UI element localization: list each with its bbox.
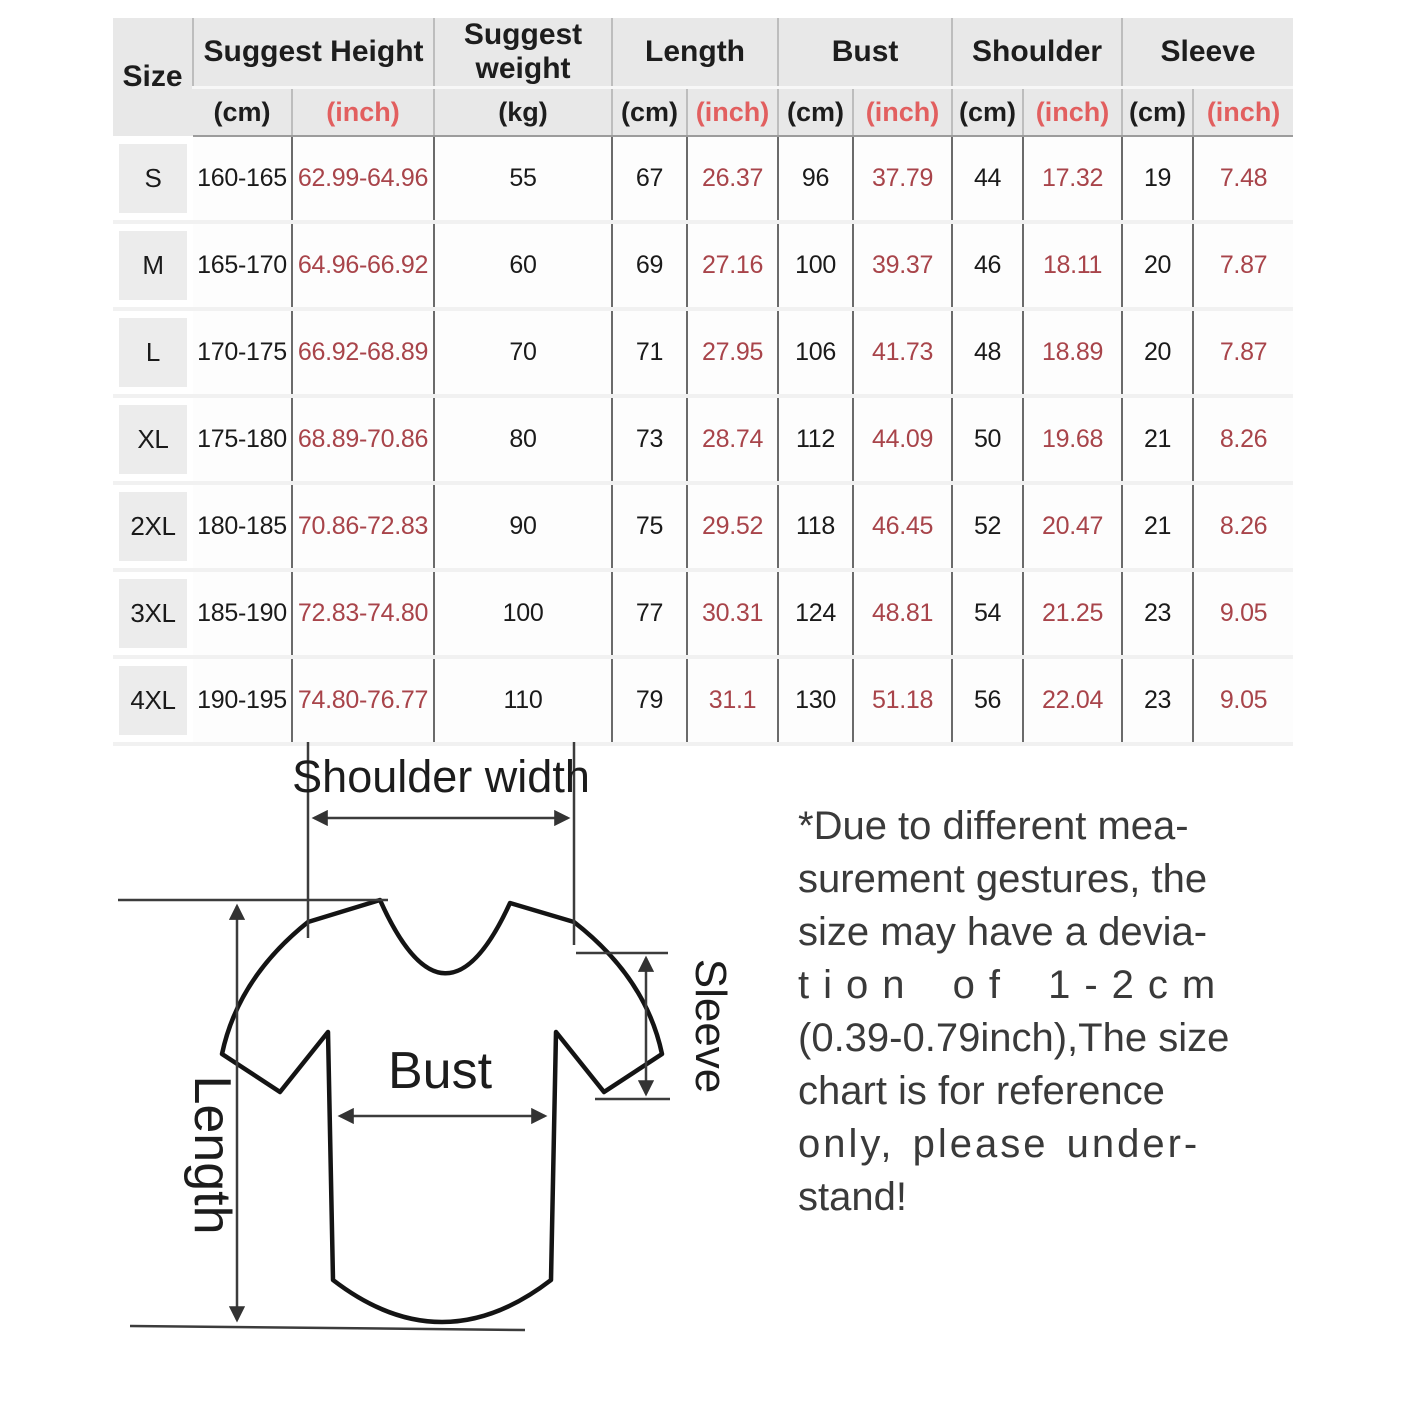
bust-cm-cell: 130 xyxy=(778,657,853,744)
height-inch-cell: 74.80-76.77 xyxy=(292,657,434,744)
unit-weight-kg: (kg) xyxy=(434,88,612,137)
col-size: Size xyxy=(113,18,193,136)
bust-inch-cell: 44.09 xyxy=(853,396,952,483)
disclaimer-line: *Due to different mea- xyxy=(798,804,1189,848)
bust-cm-cell: 100 xyxy=(778,222,853,309)
size-chip: XL xyxy=(119,405,187,474)
length-inch-cell: 27.16 xyxy=(687,222,778,309)
tshirt-diagram-svg xyxy=(90,715,790,1355)
length-inch-cell: 30.31 xyxy=(687,570,778,657)
sleeve-cm-cell: 21 xyxy=(1122,483,1193,570)
table-row-l xyxy=(113,309,1293,396)
height-cm-cell: 175-180 xyxy=(193,396,292,483)
height-cm-cell: 170-175 xyxy=(193,309,292,396)
shoulder-inch-cell: 19.68 xyxy=(1023,396,1122,483)
length-label: Length xyxy=(183,1075,241,1235)
shoulder-cm-cell: 46 xyxy=(952,222,1023,309)
length-cm-cell: 71 xyxy=(612,309,687,396)
unit-length-inch: (inch) xyxy=(687,88,778,137)
shoulder-inch-cell: 18.11 xyxy=(1023,222,1122,309)
bust-cm-cell: 118 xyxy=(778,483,853,570)
size-cell xyxy=(113,309,193,396)
length-inch-cell: 31.1 xyxy=(687,657,778,744)
size-cell xyxy=(113,222,193,309)
col-sleeve: Sleeve xyxy=(1122,18,1293,88)
shoulder-width-label: Shoulder width xyxy=(292,751,590,802)
disclaimer-line: only, please under- xyxy=(798,1122,1201,1166)
size-cell xyxy=(113,396,193,483)
sleeve-inch-cell: 7.87 xyxy=(1193,309,1293,396)
sleeve-inch-cell: 7.87 xyxy=(1193,222,1293,309)
size-chip: M xyxy=(119,231,187,300)
unit-height-inch: (inch) xyxy=(292,88,434,137)
weight-kg-cell: 90 xyxy=(434,483,612,570)
sleeve-inch-cell: 9.05 xyxy=(1193,657,1293,744)
sleeve-inch-cell: 8.26 xyxy=(1193,483,1293,570)
size-chip: 4XL xyxy=(119,666,187,735)
height-cm-cell: 165-170 xyxy=(193,222,292,309)
sleeve-cm-cell: 20 xyxy=(1122,222,1193,309)
table-header xyxy=(113,18,1293,136)
shoulder-cm-cell: 56 xyxy=(952,657,1023,744)
length-inch-cell: 28.74 xyxy=(687,396,778,483)
table-body xyxy=(113,136,1293,744)
unit-bust-cm: (cm) xyxy=(778,88,853,137)
weight-kg-cell: 70 xyxy=(434,309,612,396)
height-cm-cell: 190-195 xyxy=(193,657,292,744)
bust-inch-cell: 51.18 xyxy=(853,657,952,744)
shoulder-cm-cell: 52 xyxy=(952,483,1023,570)
weight-kg-cell: 80 xyxy=(434,396,612,483)
table-row-xl xyxy=(113,396,1293,483)
weight-kg-cell: 55 xyxy=(434,136,612,222)
sleeve-label: Sleeve xyxy=(686,958,735,1094)
bust-inch-cell: 48.81 xyxy=(853,570,952,657)
bust-inch-cell: 41.73 xyxy=(853,309,952,396)
weight-kg-cell: 100 xyxy=(434,570,612,657)
size-cell xyxy=(113,483,193,570)
bust-inch-cell: 37.79 xyxy=(853,136,952,222)
length-cm-cell: 69 xyxy=(612,222,687,309)
bust-cm-cell: 112 xyxy=(778,396,853,483)
bust-inch-cell: 39.37 xyxy=(853,222,952,309)
col-suggest-height: Suggest Height xyxy=(193,18,434,88)
table-row-3xl xyxy=(113,570,1293,657)
size-chip: L xyxy=(119,318,187,387)
shoulder-inch-cell: 18.89 xyxy=(1023,309,1122,396)
shoulder-cm-cell: 50 xyxy=(952,396,1023,483)
size-chart xyxy=(113,18,1293,746)
table-row-m xyxy=(113,222,1293,309)
shoulder-cm-cell: 54 xyxy=(952,570,1023,657)
col-suggest-weight: Suggest weight xyxy=(434,18,612,88)
col-bust: Bust xyxy=(778,18,952,88)
disclaimer-line: (0.39-0.79inch),The size xyxy=(798,1016,1230,1060)
height-cm-cell: 160-165 xyxy=(193,136,292,222)
unit-length-cm: (cm) xyxy=(612,88,687,137)
height-inch-cell: 66.92-68.89 xyxy=(292,309,434,396)
size-cell xyxy=(113,136,193,222)
height-inch-cell: 62.99-64.96 xyxy=(292,136,434,222)
bust-inch-cell: 46.45 xyxy=(853,483,952,570)
height-cm-cell: 185-190 xyxy=(193,570,292,657)
shoulder-inch-cell: 17.32 xyxy=(1023,136,1122,222)
height-cm-cell: 180-185 xyxy=(193,483,292,570)
size-cell xyxy=(113,570,193,657)
table-row-2xl xyxy=(113,483,1293,570)
sleeve-cm-cell: 23 xyxy=(1122,657,1193,744)
length-cm-cell: 77 xyxy=(612,570,687,657)
length-inch-cell: 26.37 xyxy=(687,136,778,222)
shoulder-inch-cell: 20.47 xyxy=(1023,483,1122,570)
sleeve-cm-cell: 20 xyxy=(1122,309,1193,396)
disclaimer-text xyxy=(798,800,1250,1224)
sleeve-inch-cell: 7.48 xyxy=(1193,136,1293,222)
table-row-s xyxy=(113,136,1293,222)
disclaimer-line: stand! xyxy=(798,1175,907,1219)
length-inch-cell: 29.52 xyxy=(687,483,778,570)
length-cm-cell: 75 xyxy=(612,483,687,570)
disclaimer-line: surement gestures, the xyxy=(798,857,1208,901)
height-inch-cell: 68.89-70.86 xyxy=(292,396,434,483)
bust-cm-cell: 124 xyxy=(778,570,853,657)
disclaimer-line: size may have a devia- xyxy=(798,910,1208,954)
sleeve-cm-cell: 19 xyxy=(1122,136,1193,222)
length-guide-bottom xyxy=(130,1326,525,1330)
height-inch-cell: 70.86-72.83 xyxy=(292,483,434,570)
disclaimer-line: chart is for reference xyxy=(798,1069,1165,1113)
header-units-row xyxy=(113,88,1293,137)
bust-cm-cell: 106 xyxy=(778,309,853,396)
weight-kg-cell: 110 xyxy=(434,657,612,744)
sleeve-inch-cell: 8.26 xyxy=(1193,396,1293,483)
shoulder-cm-cell: 48 xyxy=(952,309,1023,396)
height-inch-cell: 64.96-66.92 xyxy=(292,222,434,309)
length-cm-cell: 73 xyxy=(612,396,687,483)
length-cm-cell: 79 xyxy=(612,657,687,744)
size-chip: S xyxy=(119,144,187,213)
unit-shoulder-cm: (cm) xyxy=(952,88,1023,137)
col-length: Length xyxy=(612,18,778,88)
size-chip: 3XL xyxy=(119,579,187,648)
bust-cm-cell: 96 xyxy=(778,136,853,222)
size-chart-table xyxy=(113,18,1293,746)
unit-sleeve-cm: (cm) xyxy=(1122,88,1193,137)
sleeve-inch-cell: 9.05 xyxy=(1193,570,1293,657)
header-group-row xyxy=(113,18,1293,88)
disclaimer-line: tion of 1-2cm xyxy=(798,963,1230,1007)
length-cm-cell: 67 xyxy=(612,136,687,222)
shoulder-inch-cell: 21.25 xyxy=(1023,570,1122,657)
unit-shoulder-inch: (inch) xyxy=(1023,88,1122,137)
bust-label: Bust xyxy=(387,1042,493,1100)
shoulder-inch-cell: 22.04 xyxy=(1023,657,1122,744)
tshirt-outline xyxy=(222,900,662,1322)
length-inch-cell: 27.95 xyxy=(687,309,778,396)
sleeve-cm-cell: 23 xyxy=(1122,570,1193,657)
sleeve-cm-cell: 21 xyxy=(1122,396,1193,483)
shoulder-cm-cell: 44 xyxy=(952,136,1023,222)
tshirt-measurement-diagram xyxy=(90,715,790,1355)
size-chip: 2XL xyxy=(119,492,187,561)
unit-sleeve-inch: (inch) xyxy=(1193,88,1293,137)
weight-kg-cell: 60 xyxy=(434,222,612,309)
height-inch-cell: 72.83-74.80 xyxy=(292,570,434,657)
unit-bust-inch: (inch) xyxy=(853,88,952,137)
unit-height-cm: (cm) xyxy=(193,88,292,137)
col-shoulder: Shoulder xyxy=(952,18,1122,88)
